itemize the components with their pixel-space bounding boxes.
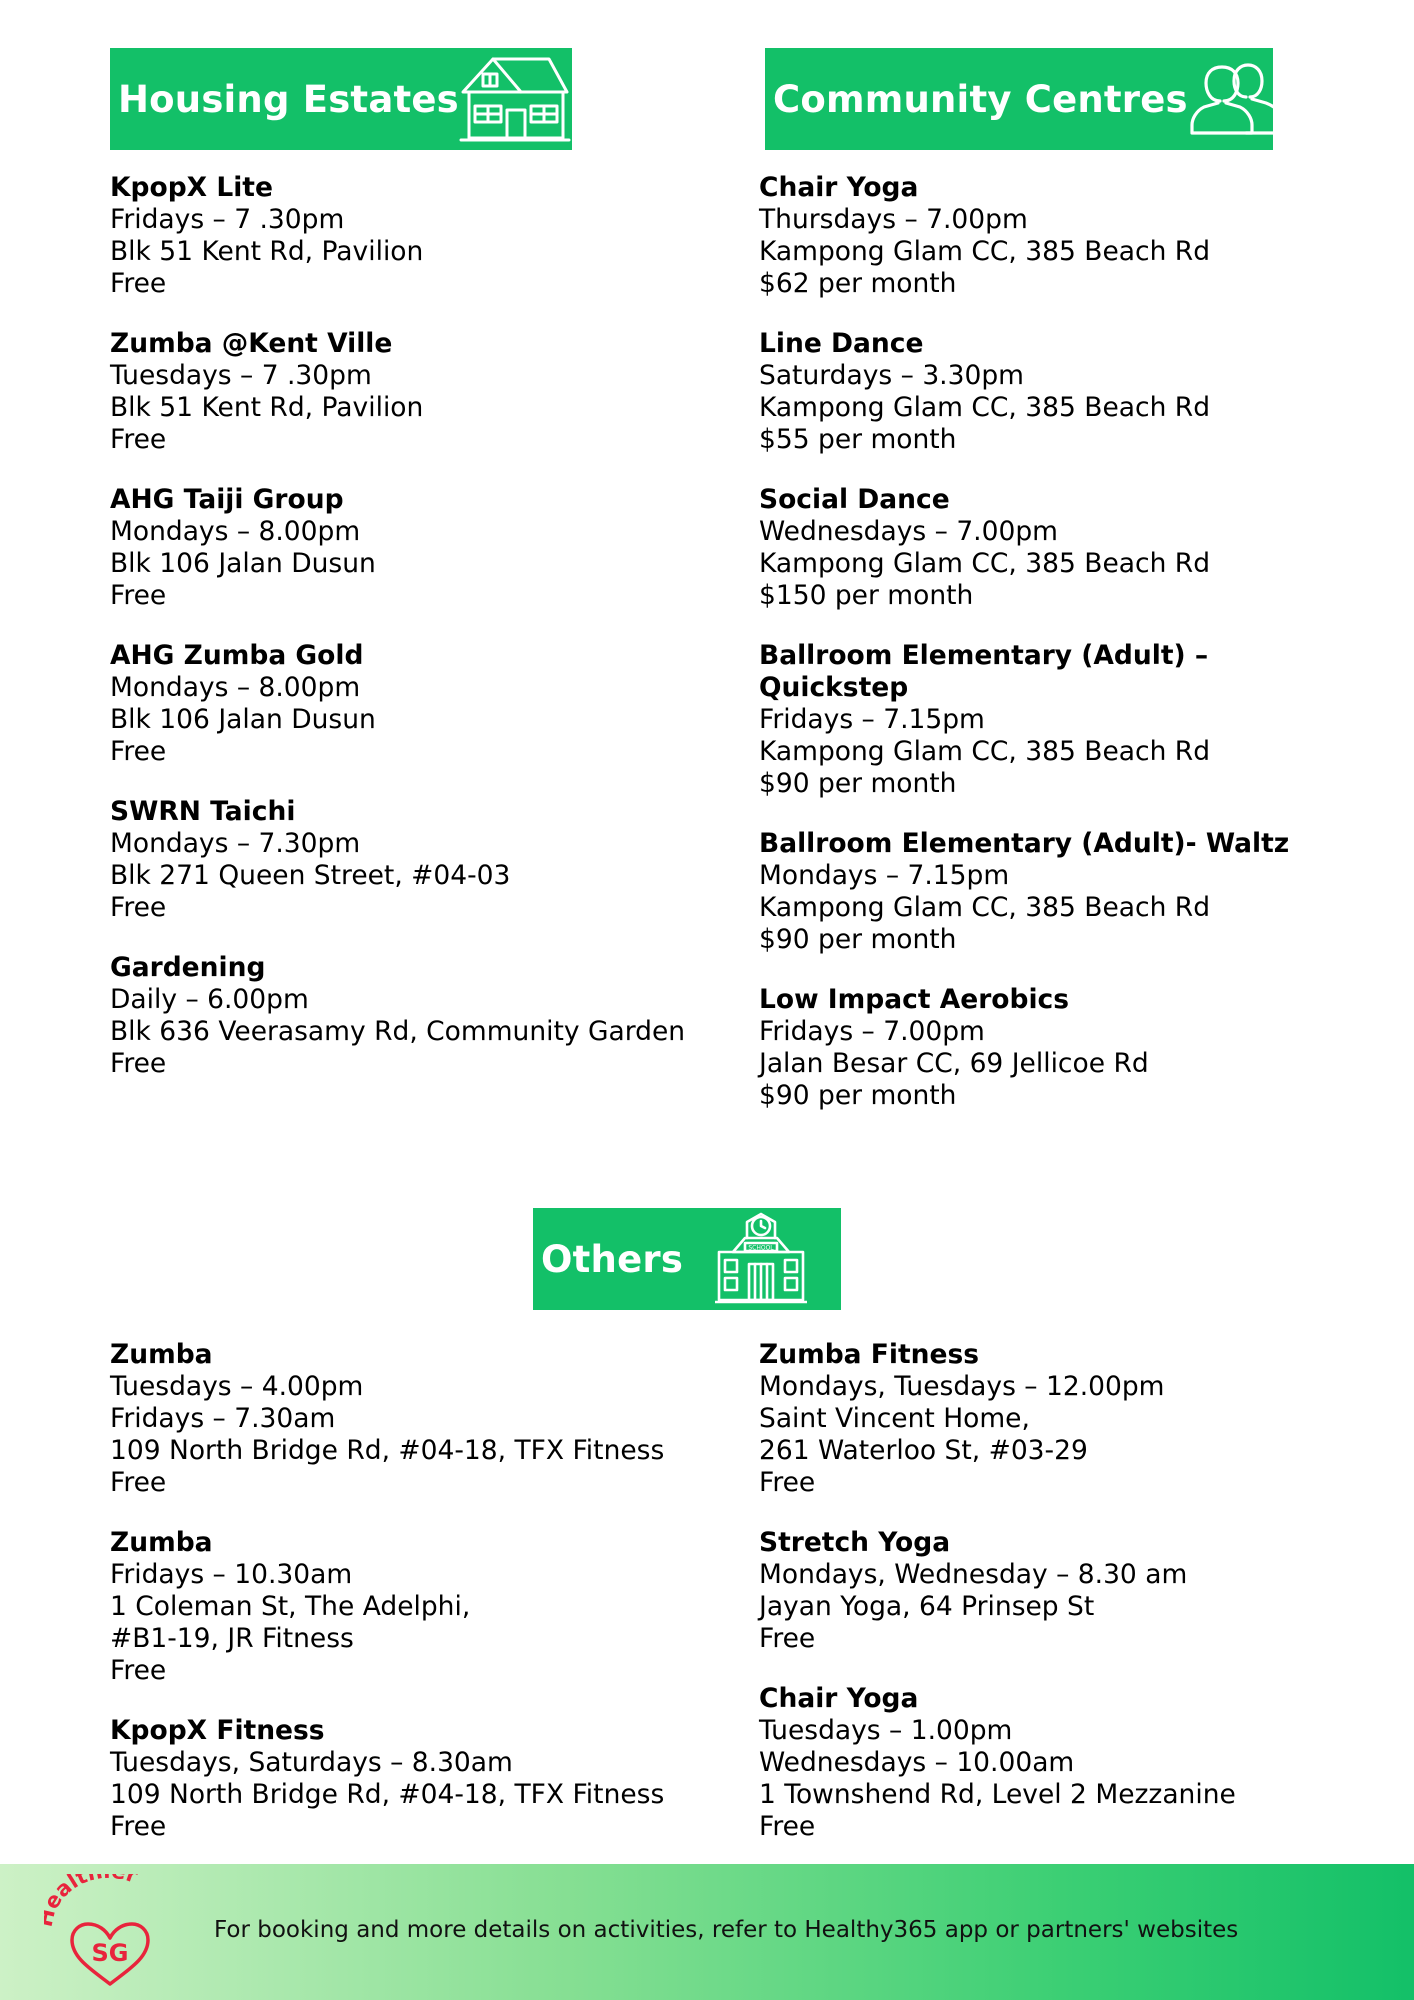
activity-schedule: Daily – 6.00pm: [110, 984, 309, 1015]
activity-price: Free: [110, 892, 167, 923]
activity-location: 1 Townshend Rd, Level 2 Mezzanine: [759, 1779, 1236, 1810]
activity-price: Free: [110, 736, 167, 767]
activity-schedule: Fridays – 7.15pm: [759, 704, 985, 735]
activity-schedule: Fridays – 10.30am: [110, 1559, 353, 1590]
activity-item: [110, 1715, 710, 1843]
activity-name: Low Impact Aerobics: [759, 984, 1070, 1015]
activity-item: [759, 828, 1379, 956]
activity-location: 261 Waterloo St, #03-29: [759, 1435, 1088, 1466]
activity-schedule: Mondays – 7.30pm: [110, 828, 361, 859]
activity-item: [110, 484, 710, 612]
activity-price: $62 per month: [759, 268, 957, 299]
activity-name: AHG Zumba Gold: [110, 640, 364, 671]
activity-item: [759, 1339, 1379, 1499]
logo-text-sg: SG: [91, 1939, 129, 1967]
activity-item: [110, 952, 710, 1080]
housing-estates-title: Housing Estates: [118, 77, 459, 121]
activity-location: Saint Vincent Home,: [759, 1403, 1030, 1434]
activity-location: 1 Coleman St, The Adelphi,: [110, 1591, 471, 1622]
activity-item: [110, 1339, 710, 1499]
activity-name: KpopX Lite: [110, 172, 273, 203]
activity-price: $90 per month: [759, 924, 957, 955]
activity-name: Stretch Yoga: [759, 1527, 951, 1558]
activity-location: Kampong Glam CC, 385 Beach Rd: [759, 392, 1211, 423]
logo-text-healthier: alt r: [49, 1874, 141, 1903]
activity-location: #B1-19, JR Fitness: [110, 1623, 354, 1654]
activity-location: Kampong Glam CC, 385 Beach Rd: [759, 236, 1211, 267]
activity-location: 109 North Bridge Rd, #04-18, TFX Fitness: [110, 1779, 665, 1810]
activity-location: Blk 106 Jalan Dusun: [110, 548, 376, 579]
activity-price: Free: [110, 1655, 167, 1686]
activity-item: [759, 172, 1379, 300]
activity-name: SWRN Taichi: [110, 796, 296, 827]
activity-schedule: Mondays, Wednesday – 8.30 am: [759, 1559, 1188, 1590]
activity-location: Jayan Yoga, 64 Prinsep St: [759, 1591, 1095, 1622]
school-sign-text: SCHOOL: [748, 1244, 774, 1252]
activity-price: $150 per month: [759, 580, 974, 611]
activity-schedule: Tuesdays – 7 .30pm: [110, 360, 372, 391]
activity-schedule: Mondays – 8.00pm: [110, 516, 361, 547]
activity-name: Zumba: [110, 1339, 213, 1370]
activity-schedule: Mondays, Tuesdays – 12.00pm: [759, 1371, 1165, 1402]
activity-schedule: Tuesdays – 4.00pm: [110, 1371, 364, 1402]
activity-price: $90 per month: [759, 1080, 957, 1111]
activity-name: KpopX Fitness: [110, 1715, 325, 1746]
footer-bar: [0, 1864, 1414, 2000]
activity-location: Blk 636 Veerasamy Rd, Community Garden: [110, 1016, 686, 1047]
activity-schedule: Fridays – 7.30am: [110, 1403, 336, 1434]
activity-schedule: Mondays – 7.15pm: [759, 860, 1010, 891]
activity-price: Free: [759, 1623, 816, 1654]
community-centres-title: Community Centres: [773, 77, 1188, 121]
others-title: Others: [541, 1237, 684, 1281]
others-banner: [533, 1208, 841, 1310]
activity-schedule: Tuesdays – 1.00pm: [759, 1715, 1013, 1746]
activity-price: $55 per month: [759, 424, 957, 455]
activity-schedule: Mondays – 8.00pm: [110, 672, 361, 703]
activity-name: Line Dance: [759, 328, 924, 359]
activity-item: [110, 172, 710, 300]
activity-location: Kampong Glam CC, 385 Beach Rd: [759, 548, 1211, 579]
activity-location: Blk 106 Jalan Dusun: [110, 704, 376, 735]
activity-item: [759, 640, 1379, 800]
activity-item: [759, 328, 1379, 456]
activity-name-continued: Quickstep: [759, 672, 909, 703]
activity-price: Free: [759, 1467, 816, 1498]
activity-name: Gardening: [110, 952, 266, 983]
activity-price: Free: [110, 424, 167, 455]
activity-location: 109 North Bridge Rd, #04-18, TFX Fitness: [110, 1435, 665, 1466]
activity-price: $90 per month: [759, 768, 957, 799]
activity-schedule: Tuesdays, Saturdays – 8.30am: [110, 1747, 513, 1778]
activity-name: Chair Yoga: [759, 172, 919, 203]
activity-location: Blk 51 Kent Rd, Pavilion: [110, 236, 424, 267]
others-activities-right-list: [759, 1339, 1379, 1871]
activity-schedule: Wednesdays – 7.00pm: [759, 516, 1058, 547]
activity-name: Social Dance: [759, 484, 950, 515]
activity-name: Zumba @Kent Ville: [110, 328, 393, 359]
housing-activities-list: [110, 172, 710, 1108]
activity-item: [759, 484, 1379, 612]
others-activities-left-list: [110, 1339, 710, 1871]
activity-name: AHG Taiji Group: [110, 484, 344, 515]
healthier-sg-logo: [44, 1874, 174, 1992]
activity-item: [110, 328, 710, 456]
activity-price: Free: [110, 1811, 167, 1842]
activity-schedule: Fridays – 7.00pm: [759, 1016, 985, 1047]
school-building-icon: [715, 1212, 807, 1306]
activity-price: Free: [110, 268, 167, 299]
housing-estates-banner: [110, 48, 572, 150]
activity-item: [110, 640, 710, 768]
activity-item: [759, 1527, 1379, 1655]
activity-location: Blk 271 Queen Street, #04-03: [110, 860, 511, 891]
activity-location: Blk 51 Kent Rd, Pavilion: [110, 392, 424, 423]
activity-schedule: Saturdays – 3.30pm: [759, 360, 1024, 391]
activity-price: Free: [110, 1048, 167, 1079]
activity-location: Kampong Glam CC, 385 Beach Rd: [759, 736, 1211, 767]
activity-schedule: Thursdays – 7.00pm: [759, 204, 1028, 235]
activity-price: Free: [759, 1811, 816, 1842]
people-icon: [1188, 61, 1292, 137]
activity-location: Jalan Besar CC, 69 Jellicoe Rd: [759, 1048, 1149, 1079]
activity-item: [110, 796, 710, 924]
activity-item: [759, 1683, 1379, 1843]
activity-name: Ballroom Elementary (Adult)- Waltz: [759, 828, 1290, 859]
activity-name: Zumba: [110, 1527, 213, 1558]
community-activities-list: [759, 172, 1379, 1140]
activity-name: Zumba Fitness: [759, 1339, 980, 1370]
activity-price: Free: [110, 1467, 167, 1498]
activity-price: Free: [110, 580, 167, 611]
activity-item: [110, 1527, 710, 1687]
activity-schedule: Wednesdays – 10.00am: [759, 1747, 1075, 1778]
community-centres-banner: [765, 48, 1273, 150]
activity-name: Chair Yoga: [759, 1683, 919, 1714]
activity-location: Kampong Glam CC, 385 Beach Rd: [759, 892, 1211, 923]
house-icon: [459, 54, 571, 144]
activity-name: Ballroom Elementary (Adult) –: [759, 640, 1209, 671]
activity-schedule: Fridays – 7 .30pm: [110, 204, 345, 235]
activity-item: [759, 984, 1379, 1112]
footer-booking-note: For booking and more details on activities, refer to Healthy365 app or partners' websites: [214, 1917, 1239, 1943]
